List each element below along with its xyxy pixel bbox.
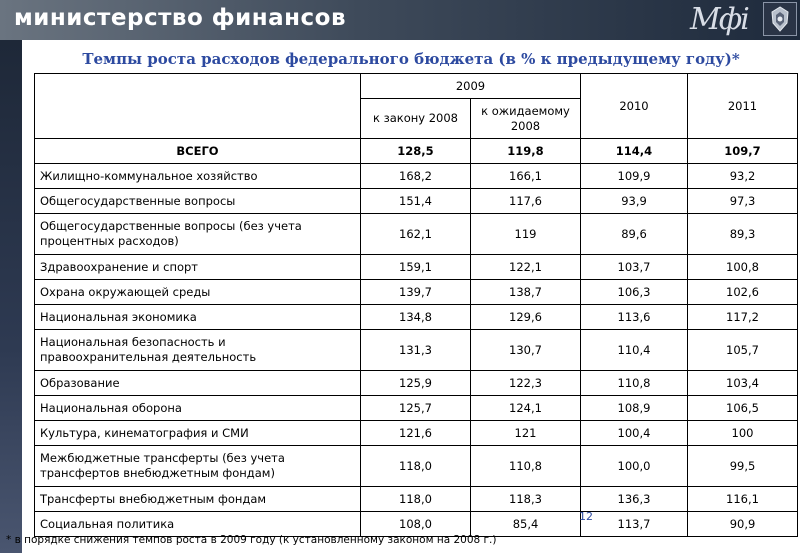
cell-2009-expected: 166,1 [471,164,581,189]
cell-2009-expected: 118,3 [471,487,581,512]
table-row-total [35,139,798,164]
cell-2009-expected: 85,4 [471,512,581,537]
mf-logo: Мфі [690,2,748,37]
footnote: * в порядке снижения темпов роста в 2009 году (к установленному законом на 2008 г.) [6,534,497,546]
cell-2009-law: 131,3 [361,330,471,371]
cell-2011: 103,4 [688,371,798,396]
row-label: Охрана окружающей среды [35,280,361,305]
cell-2011: 99,5 [688,446,798,487]
row-label: Трансферты внебюджетным фондам [35,487,361,512]
cell-2010: 110,4 [581,330,688,371]
row-label: Культура, кинематография и СМИ [35,421,361,446]
cell-2011: 109,7 [688,139,798,164]
cell-2010: 113,6 [581,305,688,330]
cell-2011: 100,8 [688,255,798,280]
cell-2009-law: 125,7 [361,396,471,421]
header-2009: 2009 [361,74,581,99]
row-label: Национальная экономика [35,305,361,330]
cell-2009-expected: 122,1 [471,255,581,280]
cell-2010: 109,9 [581,164,688,189]
table-row [35,255,798,280]
cell-2010: 100,0 [581,446,688,487]
coat-of-arms-icon [763,2,797,36]
cell-2009-law: 162,1 [361,214,471,255]
table-row [35,280,798,305]
cell-2011: 89,3 [688,214,798,255]
cell-2009-expected: 138,7 [471,280,581,305]
ministry-title: министерство финансов [14,5,347,31]
cell-2010: 103,7 [581,255,688,280]
header-2011: 2011 [688,74,798,139]
header-banner [0,0,800,40]
cell-2011: 90,9 [688,512,798,537]
cell-2011: 97,3 [688,189,798,214]
cell-2009-expected: 121 [471,421,581,446]
table-row [35,371,798,396]
header-to-expected-2008: к ожидаемому 2008 [471,99,581,139]
cell-2009-law: 134,8 [361,305,471,330]
row-label: Здравоохранение и спорт [35,255,361,280]
cell-2010: 100,4 [581,421,688,446]
cell-2010: 110,8 [581,371,688,396]
cell-2011: 102,6 [688,280,798,305]
cell-2011: 93,2 [688,164,798,189]
cell-2010: 108,9 [581,396,688,421]
page-title: Темпы роста расходов федерального бюджета (в % к предыдущему году)* [82,50,740,68]
row-label: Национальная оборона [35,396,361,421]
header-row-1 [35,74,798,99]
table-row [35,214,798,255]
header-empty-cell [35,74,361,139]
cell-2010: 93,9 [581,189,688,214]
cell-2010: 114,4 [581,139,688,164]
cell-2009-law: 121,6 [361,421,471,446]
cell-2010: 106,3 [581,280,688,305]
row-label: Национальная безопасность и правоохранительная деятельность [35,330,361,371]
table-row [35,164,798,189]
row-label: Общегосударственные вопросы [35,189,361,214]
left-decor-bar [0,40,22,553]
table-row [35,305,798,330]
cell-2009-law: 168,2 [361,164,471,189]
table-row [35,512,798,537]
cell-2011: 116,1 [688,487,798,512]
cell-2009-law: 139,7 [361,280,471,305]
cell-2009-expected: 124,1 [471,396,581,421]
page-number: 12 [579,510,593,523]
cell-2010: 136,3 [581,487,688,512]
row-label: Межбюджетные трансферты (без учета трансфертов внебюджетным фондам) [35,446,361,487]
cell-2009-expected: 119 [471,214,581,255]
cell-2009-expected: 110,8 [471,446,581,487]
cell-2009-expected: 117,6 [471,189,581,214]
table-row [35,446,798,487]
cell-2009-expected: 119,8 [471,139,581,164]
cell-2009-law: 125,9 [361,371,471,396]
row-label: Общегосударственные вопросы (без учета процентных расходов) [35,214,361,255]
row-label: Социальная политика [35,512,361,537]
table-row [35,421,798,446]
table-row [35,487,798,512]
cell-2009-law: 159,1 [361,255,471,280]
cell-2009-law: 151,4 [361,189,471,214]
cell-2009-law: 118,0 [361,487,471,512]
table-row [35,330,798,371]
cell-2011: 106,5 [688,396,798,421]
cell-2009-law: 128,5 [361,139,471,164]
cell-2009-law: 108,0 [361,512,471,537]
cell-2011: 117,2 [688,305,798,330]
table-row [35,189,798,214]
cell-2010: 89,6 [581,214,688,255]
cell-2009-expected: 122,3 [471,371,581,396]
cell-2009-law: 118,0 [361,446,471,487]
row-label: ВСЕГО [35,139,361,164]
cell-2010: 113,7 [581,512,688,537]
table-row [35,396,798,421]
row-label: Образование [35,371,361,396]
cell-2009-expected: 129,6 [471,305,581,330]
row-label: Жилищно-коммунальное хозяйство [35,164,361,189]
expenditure-table [34,73,798,537]
cell-2009-expected: 130,7 [471,330,581,371]
cell-2011: 100 [688,421,798,446]
cell-2011: 105,7 [688,330,798,371]
header-to-law-2008: к закону 2008 [361,99,471,139]
header-2010: 2010 [581,74,688,139]
